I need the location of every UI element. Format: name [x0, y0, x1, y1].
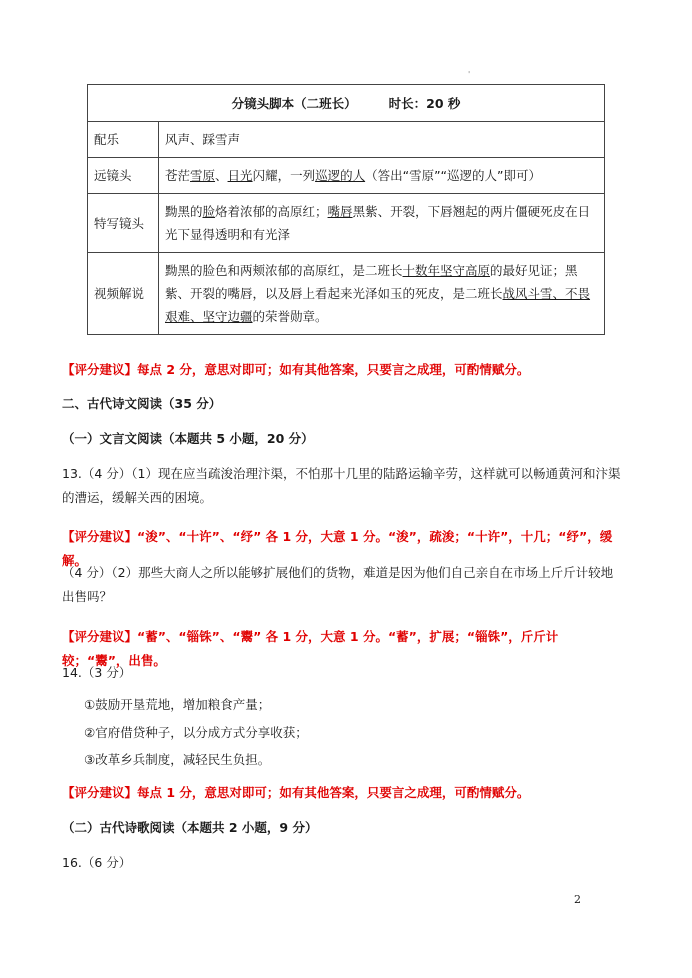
text-segment: 苍茫 [165, 168, 191, 183]
text-segment: 的最好见证；黑紫、开裂的嘴唇，以及唇上看起来光泽如玉的死皮，是二班长 [165, 263, 578, 301]
text-segment: 的荣誉勋章。 [252, 309, 328, 324]
key-term: 日光 [227, 168, 253, 183]
table-title: 分镜头脚本（二班长） [231, 95, 357, 111]
row-content: 风声、踩雪声 [159, 122, 605, 158]
key-term: 嘴唇 [327, 204, 353, 219]
text-segment: 黝黑的 [165, 204, 203, 219]
list-item: ①鼓励开垦荒地，增加粮食产量； [84, 697, 271, 712]
table-title-row [88, 85, 605, 122]
key-term: 战风斗雪、不畏艰难、坚守边疆 [165, 286, 591, 324]
row-content [159, 158, 605, 194]
subsection-heading: （一）文言文阅读（本题共 5 小题，20 分） [62, 431, 314, 446]
header-mark: ' [468, 70, 471, 79]
text-segment: 黑紫、开裂，下唇翘起的两片僵硬死皮在日光下显得透明和有光泽 [165, 204, 591, 242]
table-row [88, 194, 605, 253]
list-item: ②官府借贷种子，以分成方式分享收获； [84, 725, 308, 740]
table-duration: 时长：20 秒 [388, 95, 461, 111]
row-content [159, 194, 605, 253]
row-label: 远镜头 [88, 158, 159, 194]
subsection-heading: （二）古代诗歌阅读（本题共 2 小题，9 分） [62, 820, 318, 835]
text-segment: （答出“雪原”“巡逻的人”即可） [365, 168, 541, 183]
table-row [88, 253, 605, 335]
key-term: 十数年坚守高原 [402, 263, 491, 278]
list-item: ③改革乡兵制度，减轻民生负担。 [84, 752, 271, 767]
row-content [159, 253, 605, 335]
table-row [88, 122, 605, 158]
scoring-note: 【评分建议】每点 1 分，意思对即可；如有其他答案，只要言之成理，可酌情赋分。 [62, 785, 530, 800]
text-segment: 黝黑的脸色和两颊浓郁的高原红，是二班长 [165, 263, 403, 278]
page-number: 2 [574, 893, 581, 906]
key-term: 脸 [202, 204, 216, 219]
question-13-part-2: （4 分）（2）那些大商人之所以能够扩展他们的货物，难道是因为他们自己亲自在市场上斤斤计较地出售吗？ [62, 565, 614, 604]
text-segment: 闪耀，一列 [252, 168, 316, 183]
question-13-part-1: 13.（4 分）（1）现在应当疏浚治理汴渠，不怕那十几里的陆路运输辛劳，这样就可以畅通黄河和汴渠的漕运，缓解关西的困境。 [62, 466, 621, 505]
table-row [88, 158, 605, 194]
row-label: 视频解说 [88, 253, 159, 335]
section-heading: 二、古代诗文阅读（35 分） [62, 396, 222, 411]
scoring-note: 【评分建议】“蓄”、“锱铢”、“鬻” 各 1 分，大意 1 分。“蓄”，扩展；“锱铢”，斤斤计较；“鬻”，出售。 [62, 629, 559, 668]
row-label: 特写镜头 [88, 194, 159, 253]
question-16: 16.（6 分） [62, 855, 132, 870]
scoring-note: 【评分建议】每点 2 分，意思对即可；如有其他答案，只要言之成理，可酌情赋分。 [62, 362, 530, 377]
text-segment: 、 [215, 168, 228, 183]
key-term: 巡逻的人 [315, 168, 366, 183]
question-14: 14.（3 分） [62, 665, 132, 680]
storyboard-table [87, 84, 605, 335]
key-term: 雪原 [190, 168, 216, 183]
text-segment: 烙着浓郁的高原红； [215, 204, 328, 219]
row-label: 配乐 [88, 122, 159, 158]
scoring-note: 【评分建议】“浚”、“十许”、“纾” 各 1 分，大意 1 分。“浚”，疏浚；“十许”，十几；“纾”，缓解。 [62, 529, 613, 568]
